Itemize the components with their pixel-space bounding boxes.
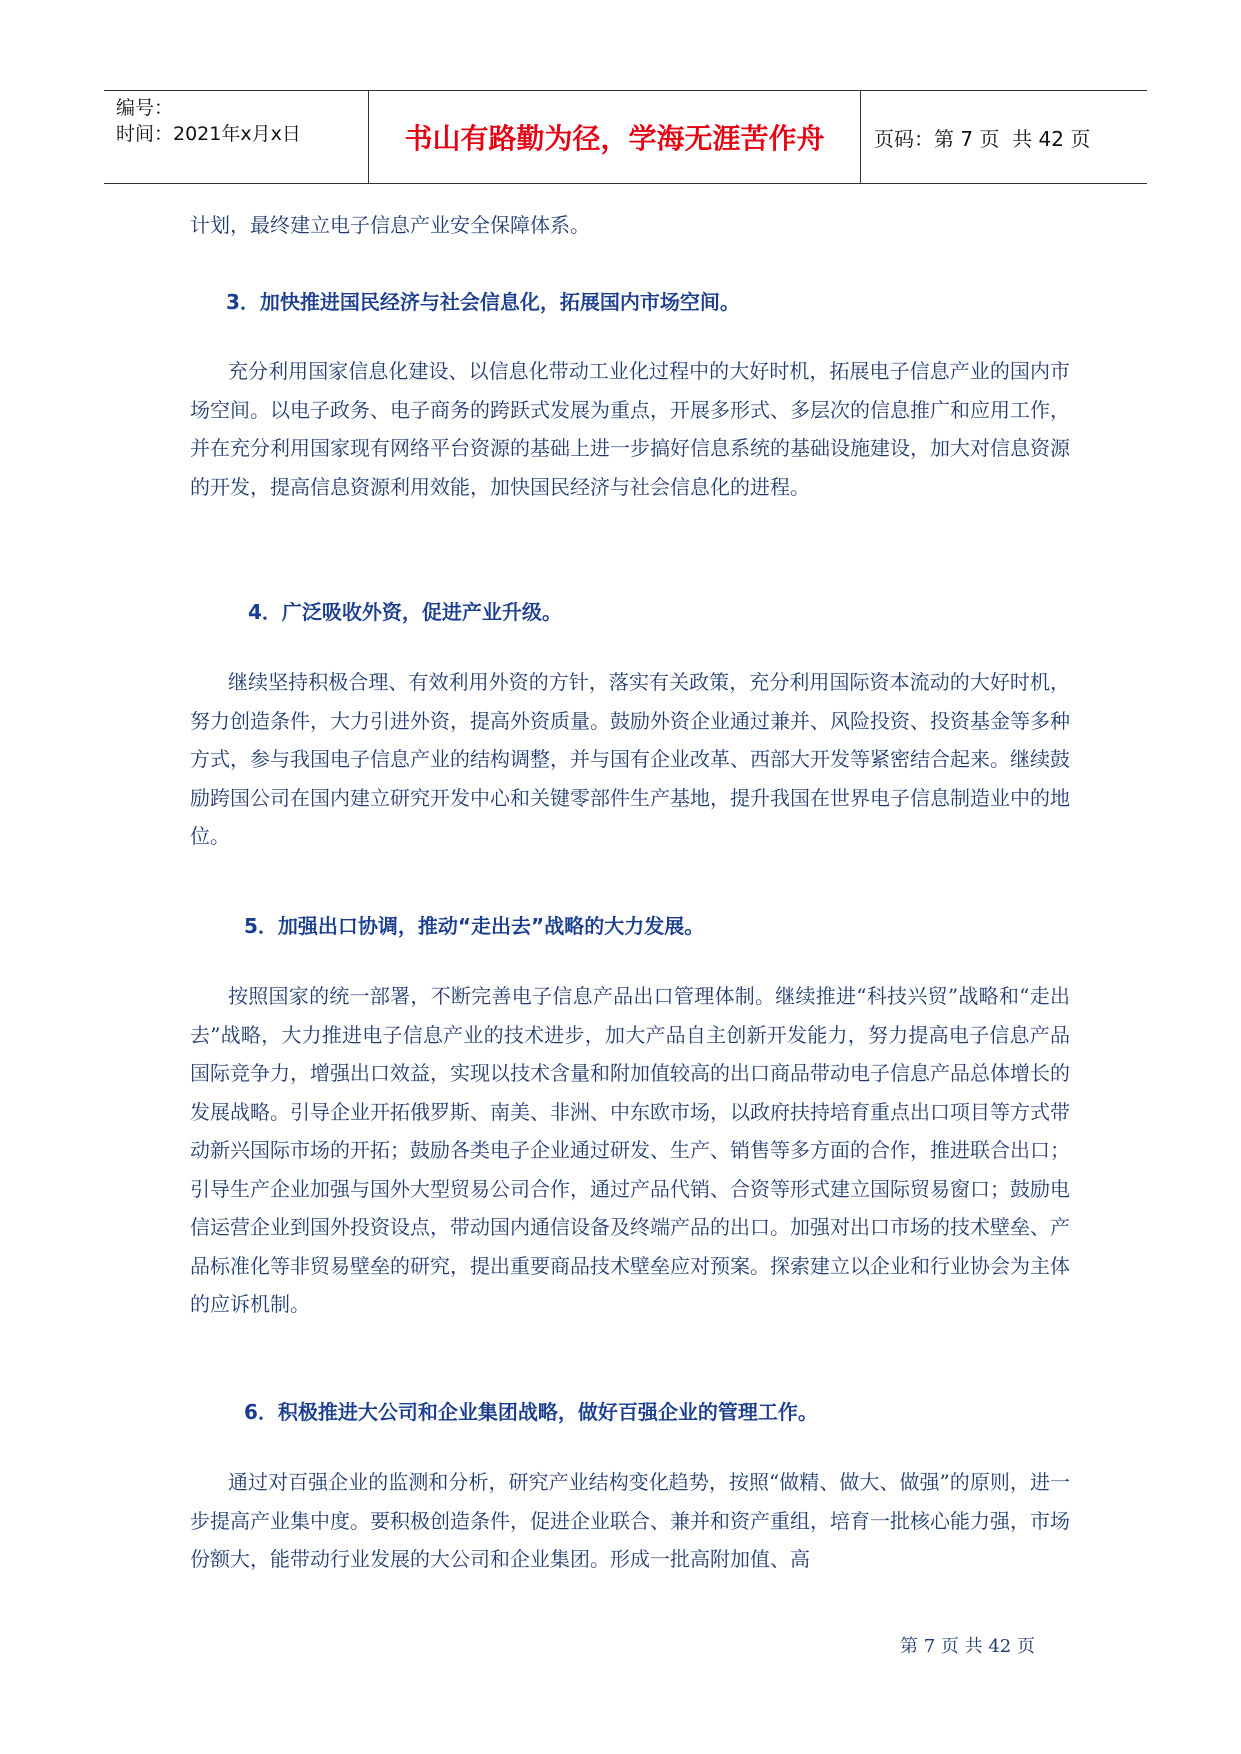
header-slogan: 书山有路勤为径，学海无涯苦作舟 [404, 122, 825, 155]
paragraph-section-4 [190, 663, 1070, 856]
paragraph-section-6 [190, 1463, 1070, 1579]
section-heading-3: 3．加快推进国民经济与社会信息化，拓展国内市场空间。 [226, 290, 740, 314]
section-heading-4: 4．广泛吸收外资，促进产业升级。 [248, 600, 562, 624]
document-time-label: 时间：2021年x月x日 [116, 123, 301, 145]
document-number-label: 编号： [116, 97, 174, 119]
header-page-label: 页码：第 7 页 共 42 页 [874, 126, 1091, 151]
paragraph-text: 充分利用国家信息化建设、以信息化带动工业化过程中的大好时机，拓展电子信息产业的国内市场空间。以电子政务、电子商务的跨跃式发展为重点，开展多形式、多层次的信息推广和应用工作，并在充分利用国家现有网络平台资源的基础上进一步搞好信息系统的基础设施建设，加大对信息资源的开发，提高信息资源利用效能，加快国民经济与社会信息化的进程。 [190, 359, 1070, 499]
header-divider [860, 91, 861, 183]
page-header [104, 90, 1147, 184]
paragraph-text: 通过对百强企业的监测和分析，研究产业结构变化趋势，按照“做精、做大、做强”的原则，进一步提高产业集中度。要积极创造条件，促进企业联合、兼并和资产重组，培育一批核心能力强，市场份额大，能带动行业发展的大公司和企业集团。形成一批高附加值、高 [190, 1470, 1070, 1571]
paragraph-continued [190, 206, 1070, 245]
paragraph-section-3 [190, 352, 1070, 506]
paragraph-text: 继续坚持积极合理、有效利用外资的方针，落实有关政策，充分利用国际资本流动的大好时机，努力创造条件，大力引进外资，提高外资质量。鼓励外资企业通过兼并、风险投资、投资基金等多种方式，参与我国电子信息产业的结构调整，并与国有企业改革、西部大开发等紧密结合起来。继续鼓励跨国公司在国内建立研究开发中心和关键零部件生产基地，提升我国在世界电子信息制造业中的地位。 [190, 670, 1070, 848]
section-heading-6: 6．积极推进大公司和企业集团战略，做好百强企业的管理工作。 [244, 1400, 818, 1424]
header-page-info [874, 91, 1090, 183]
paragraph-text: 按照国家的统一部署，不断完善电子信息产品出口管理体制。继续推进“科技兴贸”战略和“走出去”战略，大力推进电子信息产业的技术进步，加大产品自主创新开发能力，努力提高电子信息产品国际竞争力，增强出口效益，实现以技术含量和附加值较高的出口商品带动电子信息产品总体增长的发展战略。引导企业开拓俄罗斯、南美、非洲、中东欧市场，以政府扶持培育重点出口项目等方式带动新兴国际市场的开拓；鼓励各类电子企业通过研发、生产、销售等多方面的合作，推进联合出口；引导生产企业加强与国外大型贸易公司合作，通过产品代销、合资等形式建立国际贸易窗口；鼓励电信运营企业到国外投资设点，带动国内通信设备及终端产品的出口。加强对出口市场的技术壁垒、产品标准化等非贸易壁垒的研究，提出重要商品技术壁垒应对预案。探索建立以企业和行业协会为主体的应诉机制。 [190, 984, 1070, 1316]
section-heading-5: 5．加强出口协调，推动“走出去”战略的大力发展。 [244, 914, 705, 938]
paragraph-text: 计划，最终建立电子信息产业安全保障体系。 [190, 213, 590, 237]
header-meta [116, 91, 366, 187]
paragraph-section-5 [190, 977, 1070, 1324]
page-footer: 第 7 页 共 42 页 [900, 1636, 1035, 1657]
